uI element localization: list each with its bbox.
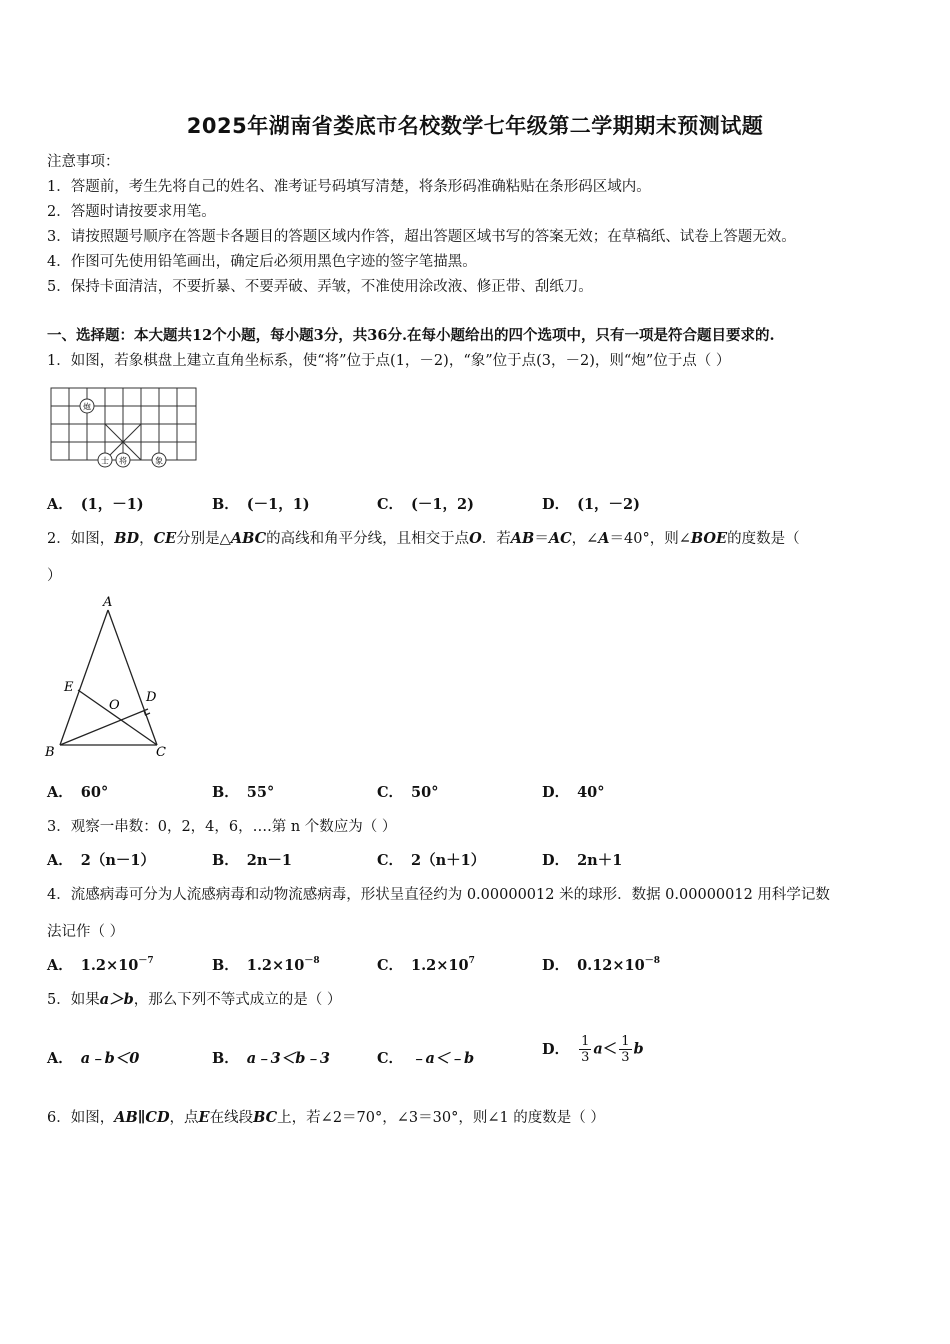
q3-option-c[interactable]: C． 2（n＋1）: [377, 852, 486, 869]
vertex-o-label: O: [109, 698, 120, 713]
question-6-stem: 6．如图，AB∥CD，点E在线段BC上，若∠2＝70°，∠3＝30°，则∠1 的度数是（ ）: [47, 1109, 605, 1126]
question-2-stem-end: ）: [47, 568, 62, 584]
q5-option-c[interactable]: C． ﹣a＜﹣b: [377, 1050, 475, 1067]
vertex-d-label: D: [146, 690, 157, 705]
piece-pao: [80, 399, 94, 413]
q2-option-a[interactable]: A． 60°: [47, 784, 109, 801]
q2-option-c[interactable]: C． 50°: [377, 784, 439, 801]
vertex-b-label: B: [45, 745, 55, 760]
svg-text:士: 士: [101, 456, 109, 466]
piece-xiang: [152, 453, 166, 467]
svg-text:炮: 炮: [83, 402, 91, 412]
notice-item-3: 3．请按照题号顺序在答题卡各题目的答题区域内作答，超出答题区域书写的答案无效；在草稿纸、试卷上答题无效。: [47, 229, 796, 245]
notice-item-4: 4．作图可先使用铅笔画出，确定后必须用黑色字迹的签字笔描黑。: [47, 254, 477, 270]
question-2-stem: 2．如图，BD，CE分别是△ABC的高线和角平分线，且相交于点O．若AB＝AC，∠A＝40°，则∠BOE的度数是（: [47, 530, 800, 547]
q3-option-a[interactable]: A． 2（n－1）: [47, 852, 155, 869]
q4-option-d[interactable]: D． $0.12\times 10^{-8}$: [542, 956, 660, 974]
fraction-one-third: $\frac{1}{3}$: [581, 1034, 590, 1065]
vertex-e-label: E: [64, 680, 74, 695]
svg-text:将: 将: [119, 456, 127, 466]
question-4-stem-end: 法记作（ ）: [47, 924, 125, 940]
q3-option-d[interactable]: D． 2n＋1: [542, 852, 623, 869]
piece-jiang: [116, 453, 130, 467]
q5-option-d[interactable]: D． $\frac{1}{3}$ a＜ $\frac{1}{3}$ b: [542, 1034, 644, 1065]
notice-item-5: 5．保持卡面清洁，不要折暴、不要弄破、弄皱，不准使用涂改液、修正带、刮纸刀。: [47, 279, 593, 295]
notice-item-2: 2．答题时请按要求用笔。: [47, 204, 216, 220]
q2-option-d[interactable]: D． 40°: [542, 784, 605, 801]
triangle-figure: [40, 590, 180, 762]
piece-shi: [98, 453, 112, 467]
q1-option-d[interactable]: D． (1，－2): [542, 496, 640, 513]
section-heading: 一、选择题：本大题共12个小题，每小题3分，共36分.在每小题给出的四个选项中，只有一项是符合题目要求的.: [47, 327, 775, 344]
question-1-stem: 1．如图，若象棋盘上建立直角坐标系，使“将”位于点(1，－2)，“象”位于点(3，－2)，则“炮”位于点（ ）: [47, 353, 731, 369]
q1-option-a[interactable]: A． (1，－1): [47, 496, 144, 513]
q5-option-b[interactable]: B． a﹣3＜b﹣3: [212, 1050, 330, 1067]
notice-heading: 注意事项：: [47, 154, 120, 170]
q2-option-b[interactable]: B． 55°: [212, 784, 275, 801]
question-4-stem: 4．流感病毒可分为人流感病毒和动物流感病毒，形状呈直径约为 0.00000012 米的球形．数据 0.00000012 用科学记数: [47, 887, 830, 903]
q4-option-c[interactable]: C． $1.2\times 10^7$: [377, 956, 475, 974]
notice-item-1: 1．答题前，考生先将自己的姓名、准考证号码填写清楚，将条形码准确粘贴在条形码区域内。: [47, 179, 651, 195]
q1-option-b[interactable]: B． (－1，1): [212, 496, 310, 513]
q1-option-c[interactable]: C． (－1，2): [377, 496, 474, 513]
fraction-one-third: $\frac{1}{3}$: [621, 1034, 630, 1065]
vertex-a-label: A: [103, 595, 113, 610]
q4-option-b[interactable]: B． $1.2\times 10^{-8}$: [212, 956, 320, 974]
svg-text:象: 象: [155, 456, 163, 466]
vertex-c-label: C: [156, 745, 166, 760]
q3-option-b[interactable]: B． 2n－1: [212, 852, 292, 869]
page-title: 2025年湖南省娄底市名校数学七年级第二学期期末预测试题: [186, 114, 764, 138]
q5-option-a[interactable]: A． a﹣b＜0: [47, 1050, 140, 1067]
question-3-stem: 3．观察一串数：0，2，4，6，….第 n 个数应为（ ）: [47, 819, 397, 835]
q4-option-a[interactable]: A． $1.2\times 10^{-7}$: [47, 956, 154, 974]
chessboard-figure: [48, 385, 200, 470]
question-5-stem: 5．如果a＞b，那么下列不等式成立的是（ ）: [47, 991, 342, 1008]
